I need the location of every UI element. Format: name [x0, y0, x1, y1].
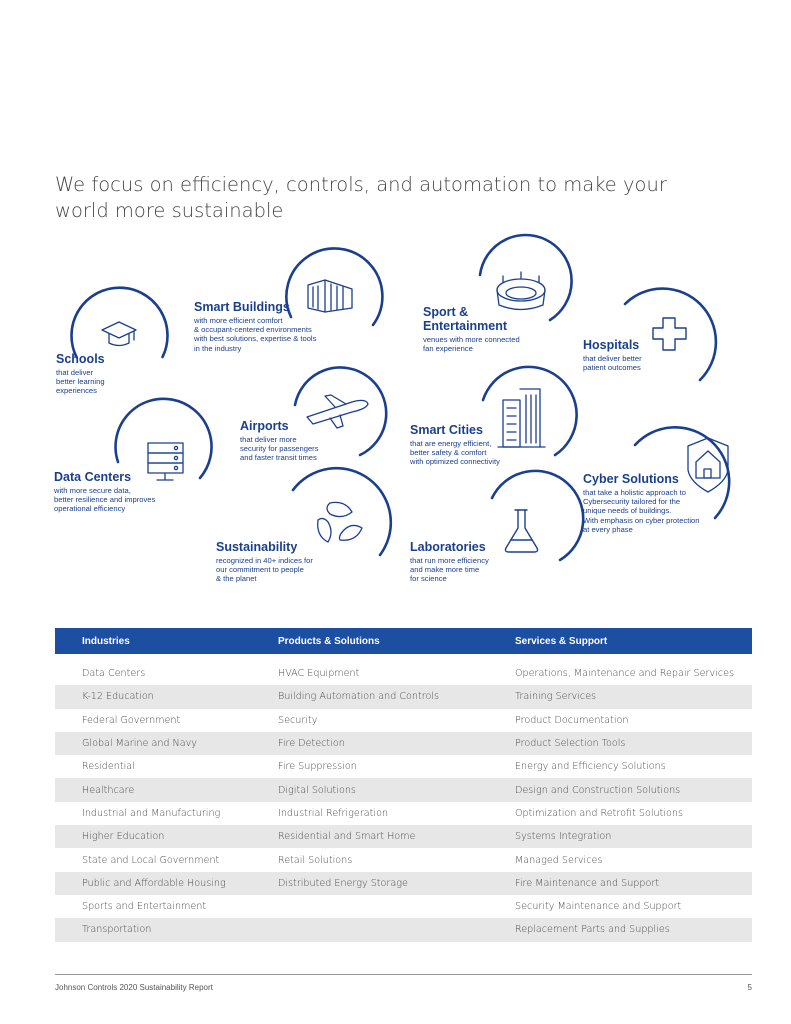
smart-cities-title: Smart Cities — [410, 423, 483, 437]
graduation-cap-icon — [102, 322, 136, 346]
table-cell: Transportation — [55, 918, 278, 941]
table-cell: Product Documentation — [515, 714, 629, 726]
table-cell: State and Local Government — [82, 854, 220, 866]
hospitals-description — [583, 354, 642, 372]
table-header-row — [55, 628, 752, 654]
table-cell: Training Services — [502, 685, 752, 708]
table-cell: Distributed Energy Storage — [278, 872, 502, 895]
medical-cross-icon — [653, 318, 686, 350]
laboratories-title: Laboratories — [410, 540, 486, 554]
table-cell: Building Automation and Controls — [278, 685, 502, 708]
table-cell: Design and Construction Solutions — [502, 778, 752, 801]
table-cell: Systems Integration — [502, 825, 752, 848]
table-cell: Operations, Maintenance and Repair Services — [515, 668, 734, 680]
segment-airports — [240, 419, 319, 463]
desc-line: that deliver better — [583, 354, 642, 363]
sport-title-line-1: Sport & — [423, 305, 469, 319]
table-cell: Industrial Refrigeration — [278, 807, 389, 819]
desc-line: in the industry — [194, 343, 242, 353]
segment-laboratories — [410, 540, 489, 584]
table-row — [55, 895, 752, 918]
table-cell: Security — [278, 714, 318, 726]
smart-buildings-description — [194, 316, 316, 353]
desc-line: with more secure data, — [54, 486, 131, 495]
desc-line: better learning — [56, 377, 105, 387]
table-cell: Fire Suppression — [278, 761, 357, 773]
table-cell: K-12 Education — [55, 685, 278, 708]
sustainability-title: Sustainability — [216, 540, 298, 554]
table-row — [55, 755, 752, 778]
desc-line: unique needs of buildings. — [583, 506, 672, 516]
desc-line: that take a holistic approach to — [583, 488, 687, 497]
table-cell: Public and Affordable Housing — [55, 872, 278, 895]
data-centers-description — [54, 486, 155, 514]
desc-line: with best solutions, expertise & tools — [194, 334, 317, 344]
segment-hospitals — [583, 338, 642, 372]
table-cell: Sports and Entertainment — [82, 901, 207, 913]
desc-line: & the planet — [216, 574, 257, 584]
sport-description — [423, 335, 520, 353]
table-cell — [278, 918, 502, 941]
table-cell: Healthcare — [55, 778, 278, 801]
table-cell: Higher Education — [55, 825, 278, 848]
desc-line: venues with more connected — [423, 335, 520, 344]
segment-cyber-solutions — [583, 472, 700, 534]
table-cell: Digital Solutions — [278, 778, 502, 801]
desc-line: and faster transit times — [240, 453, 317, 463]
desc-line: our commitment to people — [216, 565, 304, 575]
header-industries: Industries — [55, 628, 278, 654]
desc-line: better resilience and improves — [54, 495, 156, 505]
laboratories-circle — [492, 471, 583, 560]
airports-description — [240, 435, 319, 463]
segment-schools — [56, 352, 105, 396]
desc-line: patient outcomes — [583, 363, 641, 373]
table-cell: Residential — [82, 761, 135, 773]
cyber-description — [583, 488, 700, 534]
table-cell: Optimization and Retrofit Solutions — [515, 807, 683, 819]
table-row — [55, 732, 752, 755]
table-row — [55, 848, 752, 871]
table-cell: Retail Solutions — [278, 854, 353, 866]
desc-line: that are energy efficient, — [410, 439, 492, 448]
desc-line: at every phase — [583, 524, 633, 534]
sustainability-description — [216, 556, 313, 584]
table-cell: Industrial and Manufacturing — [82, 807, 221, 819]
header-products-solutions: Products & Solutions — [278, 628, 502, 654]
desc-line: that deliver — [56, 368, 94, 377]
desc-line: fan experience — [423, 344, 473, 354]
industries-table — [55, 628, 752, 942]
desc-line: that deliver more — [240, 435, 297, 444]
table-row — [55, 662, 752, 685]
smart-buildings-title: Smart Buildings — [194, 300, 290, 314]
desc-line: with more efficient comfort — [194, 316, 283, 325]
table-cell — [278, 895, 502, 918]
table-row — [55, 709, 752, 732]
table-cell: Replacement Parts and Supplies — [502, 918, 752, 941]
table-cell: Fire Maintenance and Support — [502, 872, 752, 895]
desc-line: Cybersecurity tailored for the — [583, 497, 681, 507]
table-row — [55, 825, 752, 848]
segment-smart-cities — [410, 423, 500, 467]
footer-page-number: 5 — [747, 983, 752, 992]
desc-line: operational efficiency — [54, 504, 126, 514]
cyber-title: Cyber Solutions — [583, 472, 679, 486]
segment-smart-buildings — [194, 300, 316, 353]
headline-line-2: world more sustainable — [55, 199, 284, 222]
desc-line: security for passengers — [240, 444, 319, 454]
data-centers-circle — [116, 399, 212, 478]
desc-line: with optimized connectivity — [410, 457, 500, 467]
segment-sport-entertainment — [423, 305, 520, 353]
headline-line-1: We focus on efficiency, controls, and automation to make your — [55, 173, 667, 196]
desc-line: experiences — [56, 386, 97, 396]
segment-data-centers — [54, 470, 155, 514]
table-cell: Managed Services — [515, 854, 603, 866]
city-buildings-icon — [498, 389, 545, 447]
desc-line: and make more time — [410, 565, 480, 575]
desc-line: & occupant-centered environments — [194, 325, 312, 335]
desc-line: recognized in 40+ indices for — [216, 556, 313, 565]
table-cell: Global Marine and Navy — [55, 732, 278, 755]
segment-sustainability — [216, 540, 313, 584]
table-row — [55, 872, 752, 895]
sport-title-line-2: Entertainment — [423, 319, 508, 333]
table-cell: Energy and Efficiency Solutions — [515, 761, 666, 773]
table-cell: Federal Government — [82, 714, 181, 726]
airports-title: Airports — [240, 419, 289, 433]
leaves-icon — [318, 502, 362, 542]
flask-icon — [505, 510, 537, 552]
table-cell: Data Centers — [82, 668, 146, 680]
smart-cities-description — [410, 439, 500, 467]
schools-description — [56, 368, 105, 396]
stadium-icon — [497, 272, 545, 310]
schools-title: Schools — [56, 352, 105, 366]
table-cell: Fire Detection — [278, 732, 502, 755]
desc-line: With emphasis on cyber protection — [583, 515, 700, 525]
table-row — [55, 918, 752, 941]
table-cell: HVAC Equipment — [278, 668, 360, 680]
desc-line: better safety & comfort — [410, 448, 487, 458]
header-services-support: Services & Support — [502, 628, 752, 654]
footer-report-title: Johnson Controls 2020 Sustainability Report — [55, 983, 213, 992]
table-cell: Product Selection Tools — [502, 732, 752, 755]
hospitals-title: Hospitals — [583, 338, 640, 352]
table-row — [55, 802, 752, 825]
laboratories-description — [410, 556, 489, 584]
data-centers-title: Data Centers — [54, 470, 132, 484]
table-cell: Security Maintenance and Support — [515, 901, 682, 913]
table-row — [55, 778, 752, 801]
desc-line: that run more efficiency — [410, 556, 489, 565]
table-row — [55, 685, 752, 708]
table-cell: Residential and Smart Home — [278, 825, 502, 848]
table-spacer — [55, 654, 752, 662]
footer-divider — [55, 974, 752, 975]
desc-line: for science — [410, 574, 447, 584]
